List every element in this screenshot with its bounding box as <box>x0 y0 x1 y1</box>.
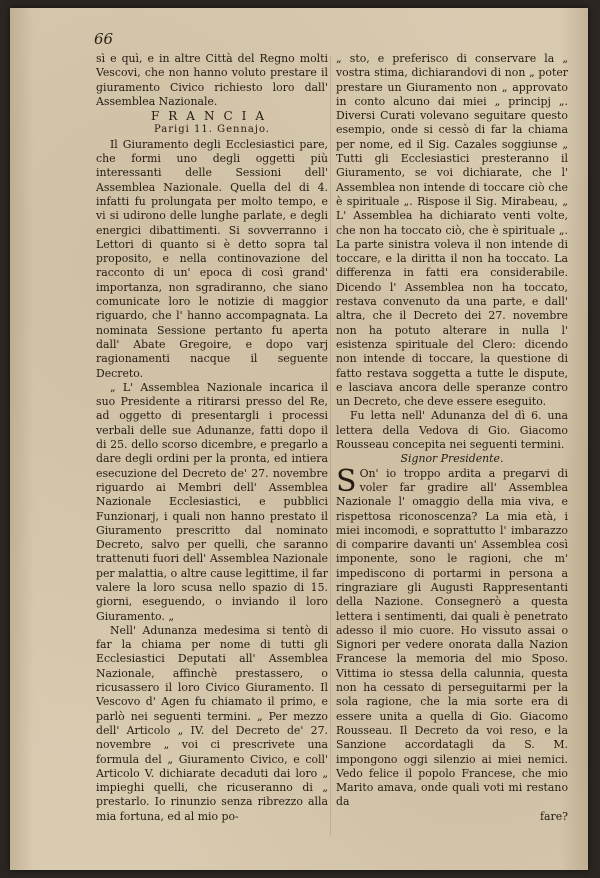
catchword: fare? <box>539 809 568 823</box>
column-divider <box>330 56 331 836</box>
drop-cap: S <box>336 463 357 499</box>
letter-salutation: Signor Presidente. <box>400 452 504 466</box>
page-number: 66 <box>94 30 114 48</box>
paragraph-roll-call: Nell' Adunanza medesima si tentò di far la chiama per nome di tutti gli Ecclesiastici Deputati all' Assemblea Nazionale, affinchè prestassero, o ricusassero il loro Civico Giuramento. Il Vescovo d' Agen fu chiamato il primo, e parlò nei seguenti termini. „ Per mezzo dell' Articolo „ IV. del Decreto de' 27. novembre „ voi ci prescrivete una formula del „ Giuramento Civico, e coll' Articolo V. dichiarate decaduti dai loro „ impieghi quelli, che ricuseranno di „ prestarlo. Io rinunzio senza ribrezzo alla mia fortuna, ed al mio po- <box>96 623 328 823</box>
newspaper-page <box>10 8 588 870</box>
right-column <box>336 52 568 824</box>
paragraph-oath: Il Giuramento degli Ecclesiastici pare, che formi uno degli oggetti più interessanti delle Sessioni dell' Assemblea Nazionale. Quella del di 4. infatti fu prolungata per molto tempo, e vi si udirono delle lunghe parlate, e degli energici dibattimenti. Si sovverranno i Lettori di quanto si è detto sopra tal proposito, e nella continovazione del racconto di un' epoca di così grand' importanza, non sgradiranno, che siano comunicate loro le notizie di maggior riguardo, che l' hanno accompagnata. La nominata Sessione pertanto fu aperta dall' Abate Gregoire, e dopo varj ragionamenti nacque il seguente Decreto. <box>96 137 328 380</box>
letter-body <box>336 463 568 810</box>
country-heading: FRANCIA <box>150 109 274 124</box>
paragraph-debate: „ sto, e preferisco di conservare la „ vostra stima, dichiarandovi di non „ poter prestare un Giuramento non „ approvato in conto alcuno dai miei „ principj „. Diversi Curati volevano seguitare questo esempio, onde si cessò di far la chiama per nome, ed il Sig. Cazales soggiunse „ Tutti gli Ecclesiastici presteranno il Giuramento, se voi dichiarate, che l' Assemblea non intende di toccare ciò che è spirituale „. Rispose il Sig. Mirabeau, „ L' Assemblea ha dichiarato venti volte, che non ha toccato ciò, che è spirituale „. La parte sinistra voleva il non intende di toccare, e la diritta il non ha toccato. La differenza in fatti era considerabile. Dicendo l' Assemblea non ha toccato, restava convenuto da una parte, e dall' altra, che il Decreto dei 27. novembre non ha potuto alterare in nulla l' esistenza spirituale del Clero: dicendo non intende di toccare, la questione di fatto restava soggetta a tutte le dispute, e lasciava ancora delle speranze contro un Decreto, che deve essere eseguito. <box>336 52 568 409</box>
paragraph-decree: „ L' Assemblea Nazionale incarica il suo Presidente a ritirarsi presso del Re, ad oggetto di presentargli i processi verbali delle sue Adunanze, fatti dopo il di 25. dello scorso dicembre, e pregarlo a dare degli ordini per la pronta, ed intiera esecuzione del Decreto de' 27. novembre riguardo ai Membri dell' Assemblea Nazionale Ecclesiastici, e pubblici Funzionarj, i quali non hanno prestato il Giuramento prescritto dal nominato Decreto, salvo per quelli, che saranno trattenuti fuori dell' Assemblea Nazionale per malattia, o altre cause legittime, il far valere la loro scusa nello spazio di 15. giorni, eseguendo, o inviando il loro Giuramento. „ <box>96 380 328 623</box>
left-column <box>96 52 328 824</box>
letter-text: On' io troppo ardita a pregarvi di voler far gradire all' Assemblea Nazionale l' omaggio della mia viva, e rispettosa riconoscenza? La mia età, i miei incomodi, e soprattutto l' imbarazzo di comparire davanti un' Assemblea così imponente, sono le ragioni, che m' impediscono di portarmi in persona a ringraziare gli Augusti Rappresentanti della Nazione. Consegnerò a questa lettera i sentimenti, dai quali è penetrato adesso il mio cuore. Ho vissuto assai o Signori per vedere onorata dalla Nazion Francese la memoria del mio Sposo. Vittima io stessa della calunnia, questa non ha cessato di perseguitarmi per la sola ragione, che la mia sorte era di essere unita a quella di Gio. Giacomo Rousseau. Il Decreto da voi reso, e la Sanzione accordatagli da S. M. impongono oggi silenzio ai miei nemici. Vedo felice il popolo Francese, che mio Marito amava, onde quali voti mi restano da <box>336 466 568 809</box>
paragraph-letter-intro: Fu letta nell' Adunanza del dì 6. una lettera della Vedova di Gio. Giacomo Rousseau concepita nei seguenti termini. <box>336 409 568 452</box>
intro-paragraph: sì e quì, e in altre Città del Regno molti Vescovi, che non hanno voluto prestare il giuramento Civico richiesto loro dall' Assemblea Nazionale. <box>96 52 328 108</box>
dateline: Parigi 11. Gennajo. <box>154 124 270 136</box>
